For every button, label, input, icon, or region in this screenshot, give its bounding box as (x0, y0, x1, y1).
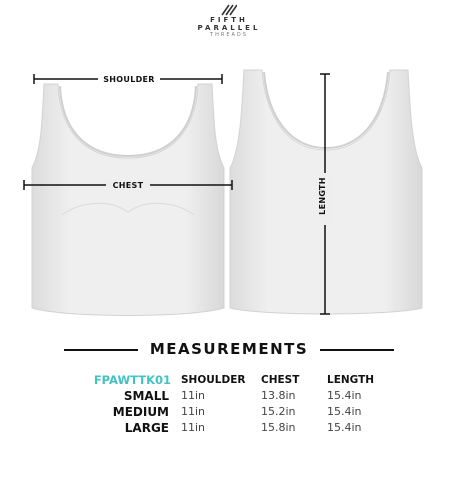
size-table (60, 372, 393, 436)
length-value: 15.4in (327, 421, 362, 434)
shoulder-label: SHOULDER (103, 75, 155, 84)
column-header-shoulder: SHOULDER (181, 374, 246, 386)
column-header-chest: CHEST (261, 374, 300, 386)
length-label: LENGTH (318, 177, 327, 215)
chest-value: 15.2in (261, 405, 296, 418)
divider-right (320, 349, 394, 351)
shoulder-value: 11in (181, 405, 206, 418)
sku-code: FPAWTTK01 (93, 373, 171, 387)
chest-value: 13.8in (261, 389, 296, 402)
size-label: LARGE (124, 421, 169, 435)
brand-name-line3: THREADS (210, 32, 248, 38)
brand-name-line1: FIFTH (210, 16, 248, 24)
chest-value: 15.8in (261, 421, 296, 434)
table-row (60, 388, 393, 404)
brand-name-line2: PARALLEL (197, 24, 261, 32)
column-header-length: LENGTH (327, 374, 375, 386)
table-row (60, 420, 393, 436)
size-label: MEDIUM (112, 405, 169, 419)
shoulder-value: 11in (181, 421, 206, 434)
size-label: SMALL (123, 389, 169, 403)
shoulder-value: 11in (181, 389, 206, 402)
length-value: 15.4in (327, 405, 362, 418)
table-header-row (60, 372, 393, 388)
length-value: 15.4in (327, 389, 362, 402)
measurements-title: MEASUREMENTS (149, 340, 309, 358)
table-row (60, 404, 393, 420)
chest-label: CHEST (112, 181, 144, 190)
front-garment (32, 84, 224, 316)
